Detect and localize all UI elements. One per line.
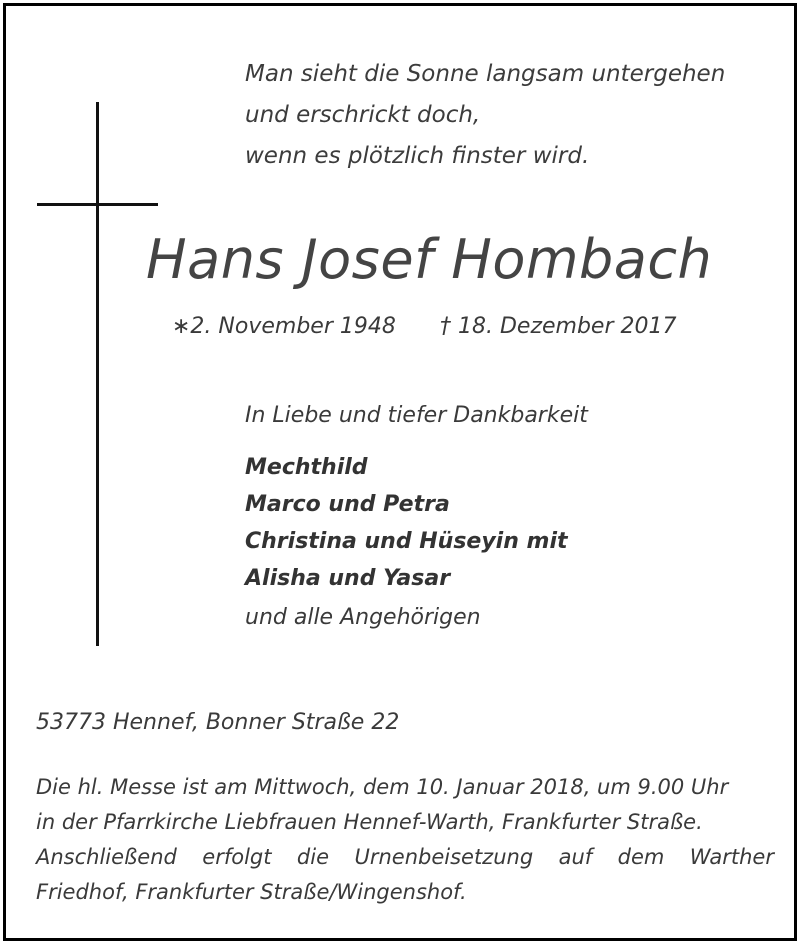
poem-line-1: Man sieht die Sonne langsam untergehen [245, 61, 726, 87]
cross-icon-vertical [96, 102, 99, 646]
birth-date: ∗2. November 1948 [172, 314, 396, 339]
service-line-4: Friedhof, Frankfurter Straße/Wingenshof. [36, 880, 467, 904]
service-line-2: in der Pfarrkirche Liebfrauen Hennef-Warth, Frankfurter Straße. [36, 810, 703, 834]
service-notice [36, 770, 774, 910]
deceased-name: Hans Josef Hombach [146, 228, 713, 291]
mourner-name: Alisha und Yasar [245, 566, 451, 591]
poem-line-3: wenn es plötzlich finster wird. [245, 143, 590, 169]
death-date: † 18. Dezember 2017 [440, 314, 677, 339]
mourners-closing: und alle Angehörigen [245, 605, 481, 630]
service-line-1: Die hl. Messe ist am Mittwoch, dem 10. Januar 2018, um 9.00 Uhr [36, 775, 729, 799]
mourner-name: Marco und Petra [245, 492, 450, 517]
cross-icon-horizontal [37, 203, 158, 206]
poem-verse [245, 54, 725, 177]
mourners-intro: In Liebe und tiefer Dankbarkeit [245, 403, 588, 428]
poem-line-2: und erschrickt doch, [245, 102, 481, 128]
mourner-name: Mechthild [245, 455, 368, 480]
mourner-name: Christina und Hüseyin mit [245, 529, 568, 554]
service-line-3: Anschließend erfolgt die Urnenbeisetzung auf dem Warther [36, 845, 774, 869]
address: 53773 Hennef, Bonner Straße 22 [36, 710, 400, 735]
mourners-list [245, 449, 568, 597]
